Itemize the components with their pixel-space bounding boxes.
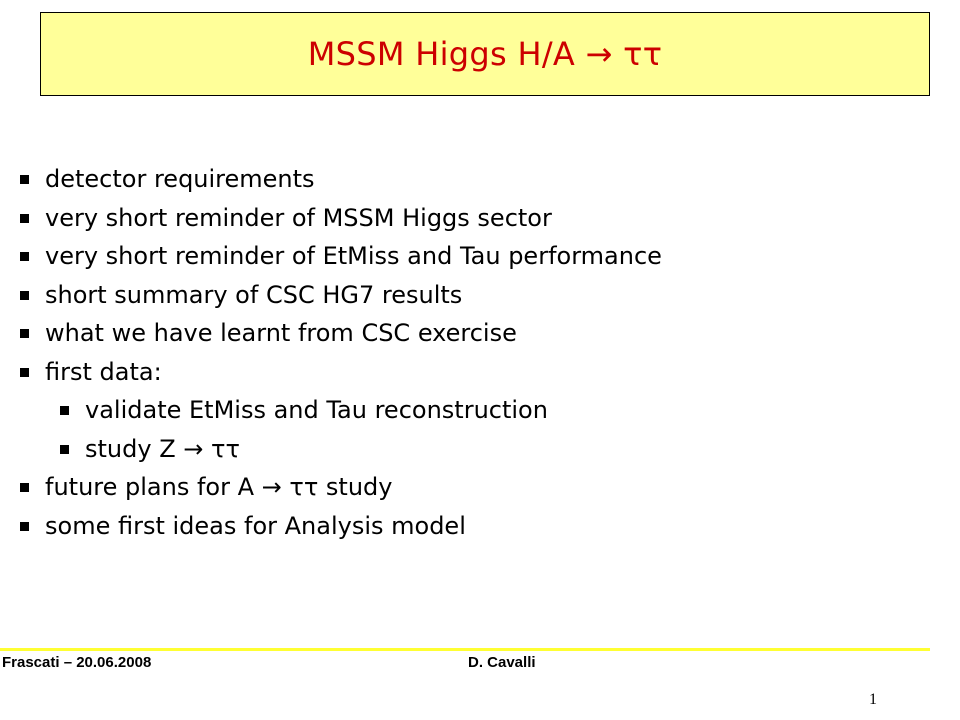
bullet-text: very short reminder of EtMiss and Tau performance [45, 242, 662, 270]
slide-title: MSSM Higgs H/A → ττ [307, 35, 663, 73]
square-bullet-icon [20, 329, 29, 338]
square-bullet-icon [20, 175, 29, 184]
page-number: 1 [869, 691, 877, 708]
bullet-text: short summary of CSC HG7 results [45, 280, 463, 309]
bullet-text: validate EtMiss and Tau reconstruction [85, 396, 548, 424]
footer-location-date: Frascati – 20.06.2008 [2, 654, 152, 671]
title-box [40, 12, 930, 96]
footer-divider [0, 648, 930, 651]
bullet-text: first data: [45, 357, 162, 386]
bullet-text: some first ideas for Analysis model [45, 511, 466, 540]
bullet-item [20, 237, 920, 276]
bullet-item [20, 468, 920, 507]
square-bullet-icon [20, 522, 29, 531]
bullet-text: detector requirements [45, 165, 315, 193]
footer-author: D. Cavalli [468, 654, 536, 671]
bullet-item [20, 314, 920, 353]
square-bullet-icon [20, 368, 29, 377]
bullet-item [20, 199, 920, 238]
bullet-list [20, 160, 920, 545]
bullet-item [20, 276, 920, 315]
bullet-text: future plans for A → ττ study [45, 473, 393, 501]
bullet-item [20, 507, 920, 546]
bullet-item [20, 160, 920, 199]
square-bullet-icon [20, 252, 29, 261]
square-bullet-icon [20, 483, 29, 492]
square-bullet-icon [20, 214, 29, 223]
bullet-text: what we have learnt from CSC exercise [45, 319, 517, 347]
square-bullet-icon [20, 291, 29, 300]
bullet-item [20, 353, 920, 392]
sub-bullet-item [20, 391, 920, 430]
sub-bullet-item [20, 430, 920, 469]
square-bullet-icon [60, 406, 69, 415]
bullet-text: very short reminder of MSSM Higgs sector [45, 203, 552, 232]
bullet-text: study Z → ττ [85, 434, 240, 463]
square-bullet-icon [60, 445, 69, 454]
